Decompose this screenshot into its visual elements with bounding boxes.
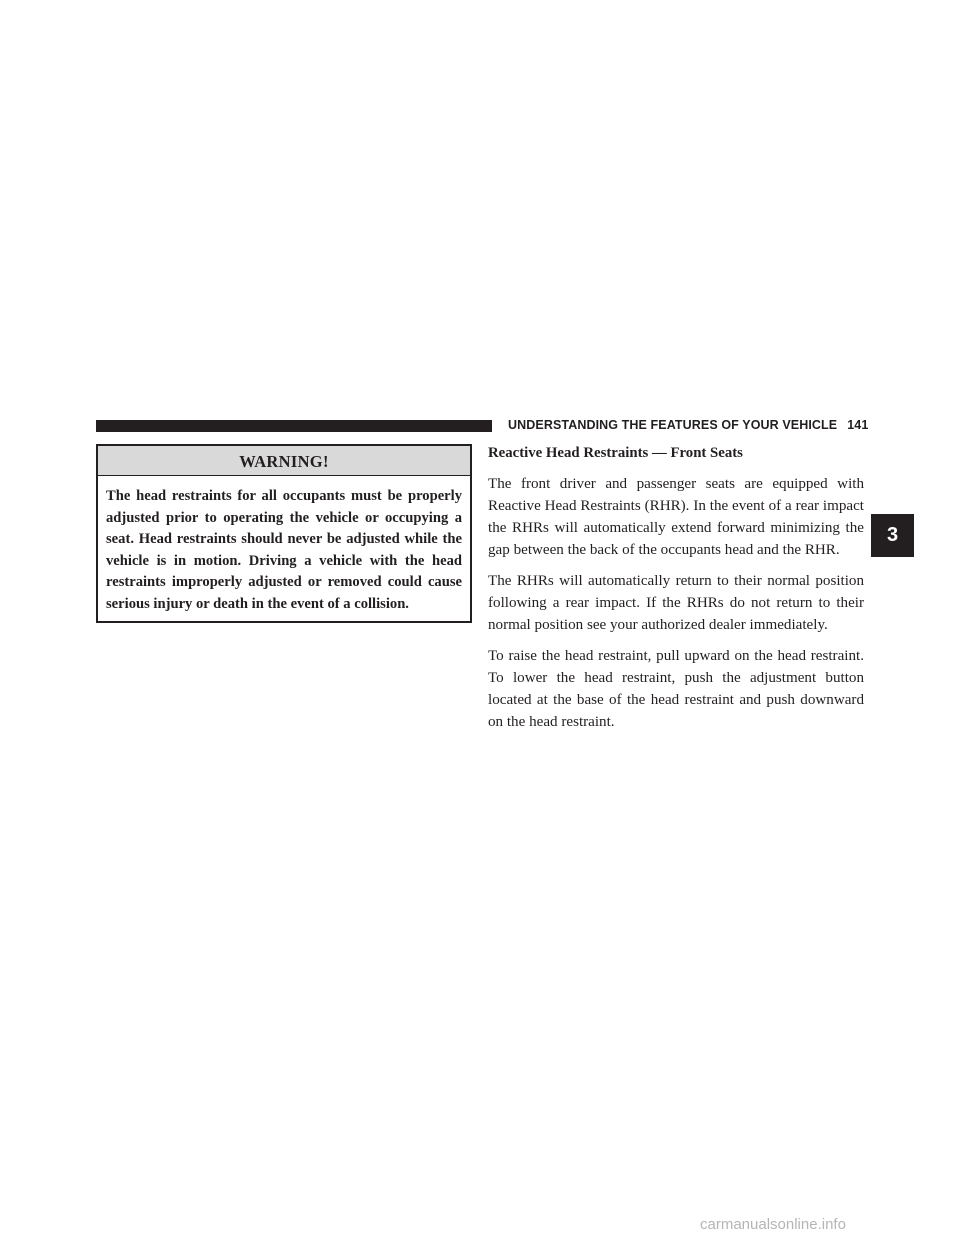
warning-title: WARNING!	[98, 446, 470, 476]
warning-body: The head restraints for all occupants must be properly adjusted prior to operating the vehicle or occupying a seat. Head restraints should never be adjusted while the vehicle is in motion. Driving a vehicle with the head restraints improperly adjusted or removed could cause serious injury or death in the event of a collision.	[106, 488, 462, 612]
page-number: 141	[847, 418, 869, 432]
paragraph-rhr-intro: The front driver and passenger seats are equipped with Reactive Head Restraints (RHR). In the event of a rear impact the RHRs will automatically extend forward minimizing the gap between the back of the occupants head and the RHR.	[488, 476, 864, 558]
running-header	[508, 418, 868, 432]
header-rule	[96, 420, 492, 432]
warning-box	[96, 444, 472, 623]
paragraph-raise-lower: To raise the head restraint, pull upward on the head restraint. To lower the head restraint, push the adjustment button located at the base of the head restraint and push downward on the head restraint.	[488, 648, 864, 730]
header-title: UNDERSTANDING THE FEATURES OF YOUR VEHICLE	[508, 418, 838, 432]
paragraph-rhr-return: The RHRs will automatically return to their normal position following a rear impact. If the RHRs do not return to their normal position see your authorized dealer immediately.	[488, 573, 864, 633]
chapter-tab: 3	[871, 514, 914, 557]
watermark-text: carmanualsonline.info	[700, 1216, 846, 1233]
right-column	[488, 440, 864, 742]
section-title: Reactive Head Restraints — Front Seats	[488, 445, 743, 461]
